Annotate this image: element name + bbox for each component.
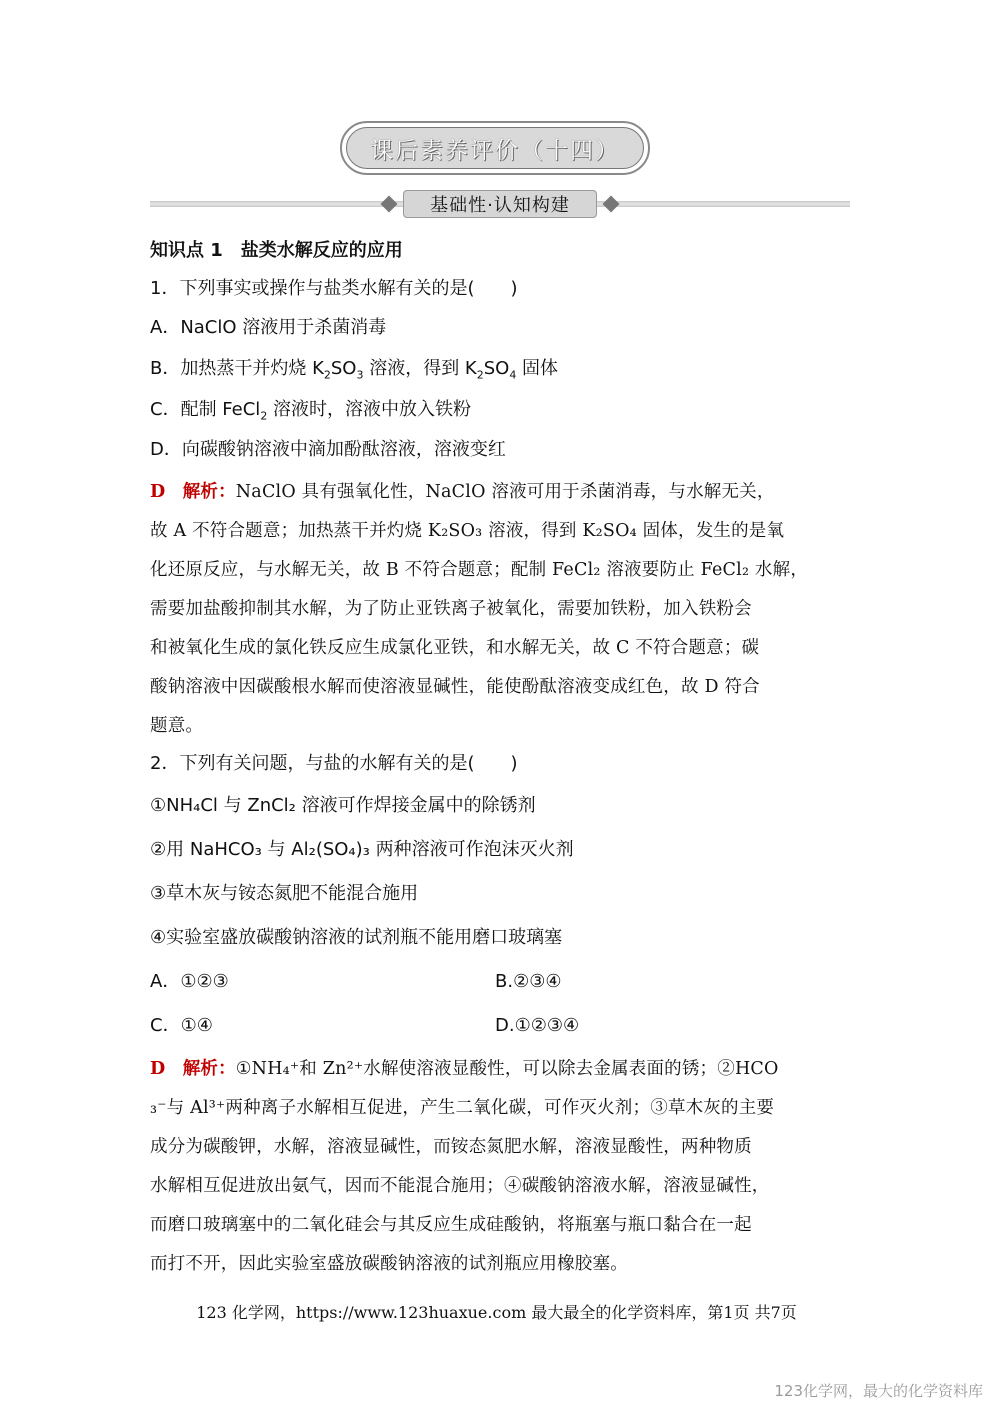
q2-option-c: C．①④	[150, 1015, 213, 1036]
q2-explanation-line: 水解相互促进放出氨气，因而不能混合施用；④碳酸钠溶液水解，溶液显碱性，	[150, 1176, 770, 1196]
title-frame	[340, 121, 650, 175]
q1-option-c-part: 溶液时，溶液中放入铁粉	[267, 399, 472, 420]
section-title: 基础性·认知构建	[403, 190, 597, 218]
q2-explanation-line	[150, 1061, 779, 1079]
q1-stem: 1．下列事实或操作与盐类水解有关的是( )	[150, 278, 518, 299]
q1-option-c-part: C．配制 FeCl	[150, 399, 261, 420]
q1-option-d: D．向碳酸钠溶液中滴加酚酞溶液，溶液变红	[150, 439, 506, 460]
q1-explanation-line: 题意。	[150, 716, 204, 736]
q1-option-c: C．配制 FeCl$_2$ 溶液时，溶液中放入铁粉	[150, 399, 472, 423]
q2-option-d: D.①②③④	[495, 1015, 580, 1036]
q2-item: ②用 NaHCO₃ 与 Al₂(SO₄)₃ 两种溶液可作泡沫灭火剂	[150, 839, 574, 860]
q1-option-b-part: 固体	[516, 358, 559, 379]
q2-item: ④实验室盛放碳酸钠溶液的试剂瓶不能用磨口玻璃塞	[150, 927, 563, 948]
q1-explanation-line: 需要加盐酸抑制其水解，为了防止亚铁离子被氧化，需要加铁粉，加入铁粉会	[150, 599, 752, 619]
q1-option-a: A．NaClO 溶液用于杀菌消毒	[150, 317, 387, 338]
q2-stem: 2．下列有关问题，与盐的水解有关的是( )	[150, 753, 518, 774]
q1-option-b-part: B．加热蒸干并灼烧 K	[150, 358, 324, 379]
q1-explanation-line: 故 A 不符合题意；加热蒸干并灼烧 K₂SO₃ 溶液，得到 K₂SO₄ 固体，发生的是氧	[150, 521, 785, 541]
q2-analysis-label: 解析：	[182, 1059, 236, 1079]
q2-option-a: A．①②③	[150, 971, 229, 992]
q2-explanation-line: ₃⁻与 Al³⁺两种离子水解相互促进，产生二氧化碳，可作灭火剂；③草木灰的主要	[150, 1098, 775, 1118]
q1-option-b-part: SO	[330, 358, 357, 379]
q2-explanation-line: 成分为碳酸钾，水解，溶液显碱性，而铵态氮肥水解，溶液显酸性，两种物质	[150, 1137, 752, 1157]
knowledge-point: 知识点 1 盐类水解反应的应用	[150, 240, 403, 261]
q2-explanation-line: 而磨口玻璃塞中的二氧化硅会与其反应生成硅酸钠，将瓶塞与瓶口黏合在一起	[150, 1215, 752, 1235]
q2-item: ③草木灰与铵态氮肥不能混合施用	[150, 883, 419, 904]
q2-answer: D	[150, 1059, 166, 1079]
q1-option-b-part: 溶液，得到 K	[363, 358, 477, 379]
page-title: 课后素养评价（十四）	[346, 127, 644, 169]
q1-analysis-label: 解析：	[182, 482, 236, 502]
diamond-left-icon	[381, 196, 398, 213]
q1-explanation-line	[150, 484, 775, 502]
q1-explanation-text: NaClO 具有强氧化性，NaClO 溶液可用于杀菌消毒，与水解无关，	[235, 482, 775, 502]
q2-explanation-text: ①NH₄⁺和 Zn²⁺水解使溶液显酸性，可以除去金属表面的锈；②HCO	[235, 1059, 779, 1079]
q2-explanation-line: 而打不开，因此实验室盛放碳酸钠溶液的试剂瓶应用橡胶塞。	[150, 1254, 628, 1274]
q2-option-b: B.②③④	[495, 971, 562, 992]
q1-answer: D	[150, 482, 166, 502]
q2-item: ①NH₄Cl 与 ZnCl₂ 溶液可作焊接金属中的除锈剂	[150, 795, 536, 816]
diamond-right-icon	[603, 196, 620, 213]
q1-option-b-part: SO	[483, 358, 510, 379]
q1-option-b: B．加热蒸干并灼烧 $K_2SO_3$ 溶液，得到 $K_2SO_4$ 固体	[150, 358, 559, 382]
section-bar	[150, 190, 850, 220]
watermark: 123化学网，最大的化学资料库	[774, 1382, 983, 1400]
q1-explanation-line: 化还原反应，与水解无关，故 B 不符合题意；配制 FeCl₂ 溶液要防止 FeCl₂ 水解，	[150, 560, 809, 580]
page-footer: 123 化学网，https://www.123huaxue.com 最大最全的化学资料库，第1页 共7页	[196, 1303, 797, 1322]
q1-explanation-line: 和被氧化生成的氯化铁反应生成氯化亚铁，和水解无关，故 C 不符合题意；碳	[150, 638, 760, 658]
q1-explanation-line: 酸钠溶液中因碳酸根水解而使溶液显碱性，能使酚酞溶液变成红色，故 D 符合	[150, 677, 760, 697]
